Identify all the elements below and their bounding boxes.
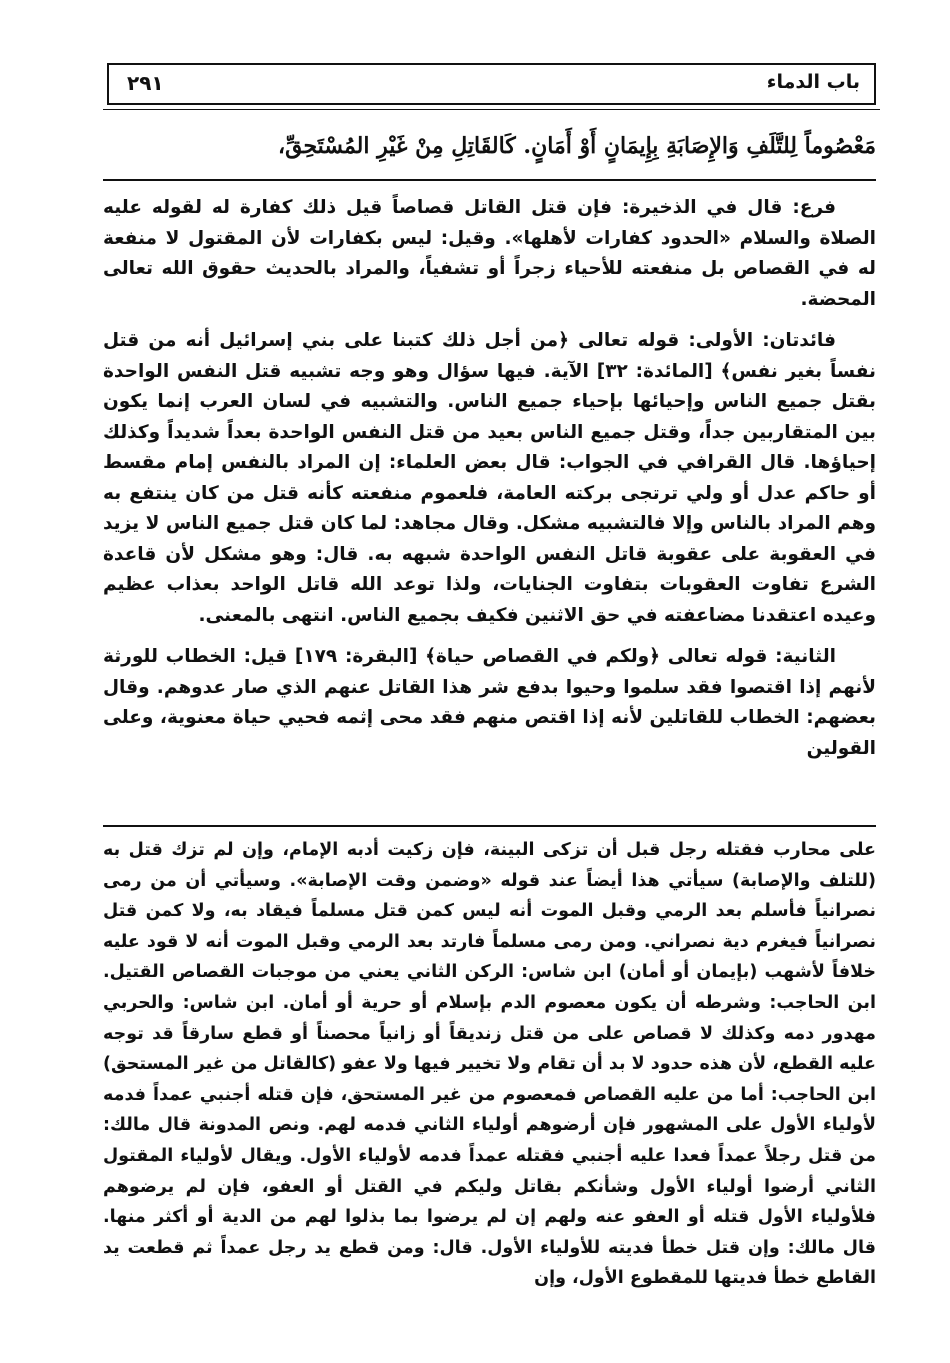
chapter-title: باب الدماء bbox=[766, 71, 860, 93]
hashiya-paragraph: على محارب فقتله رجل قبل أن تزكى البينة، فإن زكيت أدبه الإمام، وإن لم تزك قتل به (للتلف والإصابة) سيأتي هذا أيضاً عند قوله «وضمن وقت الإصابة». وسيأتي أن من رمى نصرانياً فأسلم بعد الرمي وقبل الموت أنه ليس كمن قتل مسلماً فيقاد به، ولا كمن قتل نصرانياً فيغرم دية نصراني. ومن رمى مسلماً فارتد بعد الرمي وقبل الموت أنه لا قود عليه خلافاً لأشهب (بإيمان أو أمان) ابن شاس: الركن الثاني يعني من موجبات القصاص القتيل. ابن الحاجب: وشرطه أن يكون معصوم الدم بإسلام أو حرية أو أمان. ابن شاس: والحربي مهدور دمه وكذلك لا قصاص على من قتل زنديقاً أو زانياً محصناً أو قطع سارقاً قد توجه عليه القطع، لأن هذه حدود لا بد أن تقام ولا تخيير فيها ولا عفو (كالقاتل من غير المستحق) ابن الحاجب: أما من عليه القصاص فمعصوم من غير المستحق، فإن قتله أجنبي عمداً فدمه لأولياء الأول على المشهور فإن أرضوهم أولياء الثاني فدمه لهم. ونص المدونة قال مالك: من قتل رجلاً عمداً فعدا عليه أجنبي فقتله عمداً فدمه لأولياء الأول. ويقال لأولياء المقتول الثاني أرضوا أولياء الأول وشأنكم بقاتل وليكم في القتل أو العفو، فإن لم يرضوهم فلأولياء الأول قتله أو العفو عنه ولهم إن لم يرضوا بما بذلوا لهم من الدية أو أكثر منها. قال مالك: وإن قتل خطأ فديته للأولياء الأول. قال: ومن قطع يد رجل عمداً ثم قطعت يد القاطع خطأ فديتها للمقطوع الأول، وإن bbox=[103, 840, 876, 1289]
hashiya-footnote bbox=[103, 835, 876, 1294]
sharh-paragraph: فائدتان: الأولى: قوله تعالى ﴿من أجل ذلك كتبنا على بني إسرائيل أنه من قتل نفساً بغير نفس﴾ [المائدة: ٣٢] الآية. فيها سؤال وهو وجه تشبيه قتل النفس الواحدة بقتل جميع الناس وإحيائها بإحياء جميع الناس. والتشبيه في لسان العرب إنما يكون بين المتقاربين جداً، وقتل جميع الناس بعيد من قتل النفس الواحدة بعداً شديداً وكذلك إحياؤها. قال القرافي في الجواب: قال بعض العلماء: إن المراد بالنفس إمام مقسط أو حاكم عدل أو ولي ترتجى بركته العامة، فلعموم منفعته كأنه قتل من كان ينتفع به وهم المراد بالناس وإلا فالتشبيه مشكل. وقال مجاهد: لما كان قتل جميع الناس لا يزيد في العقوبة على عقوبة قاتل النفس الواحدة شبهه به. قال: وهو مشكل لأن قاعدة الشرع تفاوت العقوبات بتفاوت الجنايات، ولذا توعد الله قاتل الواحد بعذاب عظيم وعيده اعتقدنا مضاعفته في حق الاثنين فكيف بجميع الناس. انتهى بالمعنى. bbox=[103, 330, 876, 626]
sharh-paragraph: فرع: قال في الذخيرة: فإن قتل القاتل قصاصاً قيل ذلك كفارة له لقوله عليه الصلاة والسلام «الحدود كفارات لأهلها». وقيل: ليس بكفارات لأن المقتول لا منفعة له في القصاص بل منفعته للأحياء زجراً أو تشفياً، والمراد بالحديث حقوق الله تعالى المحضة. bbox=[103, 197, 876, 310]
sharh-paragraph: الثانية: قوله تعالى ﴿ولكم في القصاص حياة﴾ [البقرة: ١٧٩] قيل: الخطاب للورثة لأنهم إذا اقتصوا فقد سلموا وحيوا بدفع شر هذا القاتل عنهم الذي صار عدوهم. وقال بعضهم: الخطاب للقاتلين لأنه إذا اقتص منهم فقد محى إثمه فحيي حياة معنوية، وعلى القولين bbox=[103, 646, 876, 759]
sharh-commentary bbox=[103, 193, 876, 775]
matn-divider bbox=[103, 179, 876, 181]
footnote-divider bbox=[103, 825, 876, 827]
page-header bbox=[107, 63, 876, 105]
page-number: ٢٩١ bbox=[127, 71, 164, 95]
matn-text: مَعْصُوماً لِلتَّلَفِ وَالإِصَابَةِ بِإِيمَانٍ أَوْ أَمَانٍ. كَالقَاتِلِ مِنْ غَيْرِ المُسْتَحِقِّ، bbox=[278, 133, 876, 159]
